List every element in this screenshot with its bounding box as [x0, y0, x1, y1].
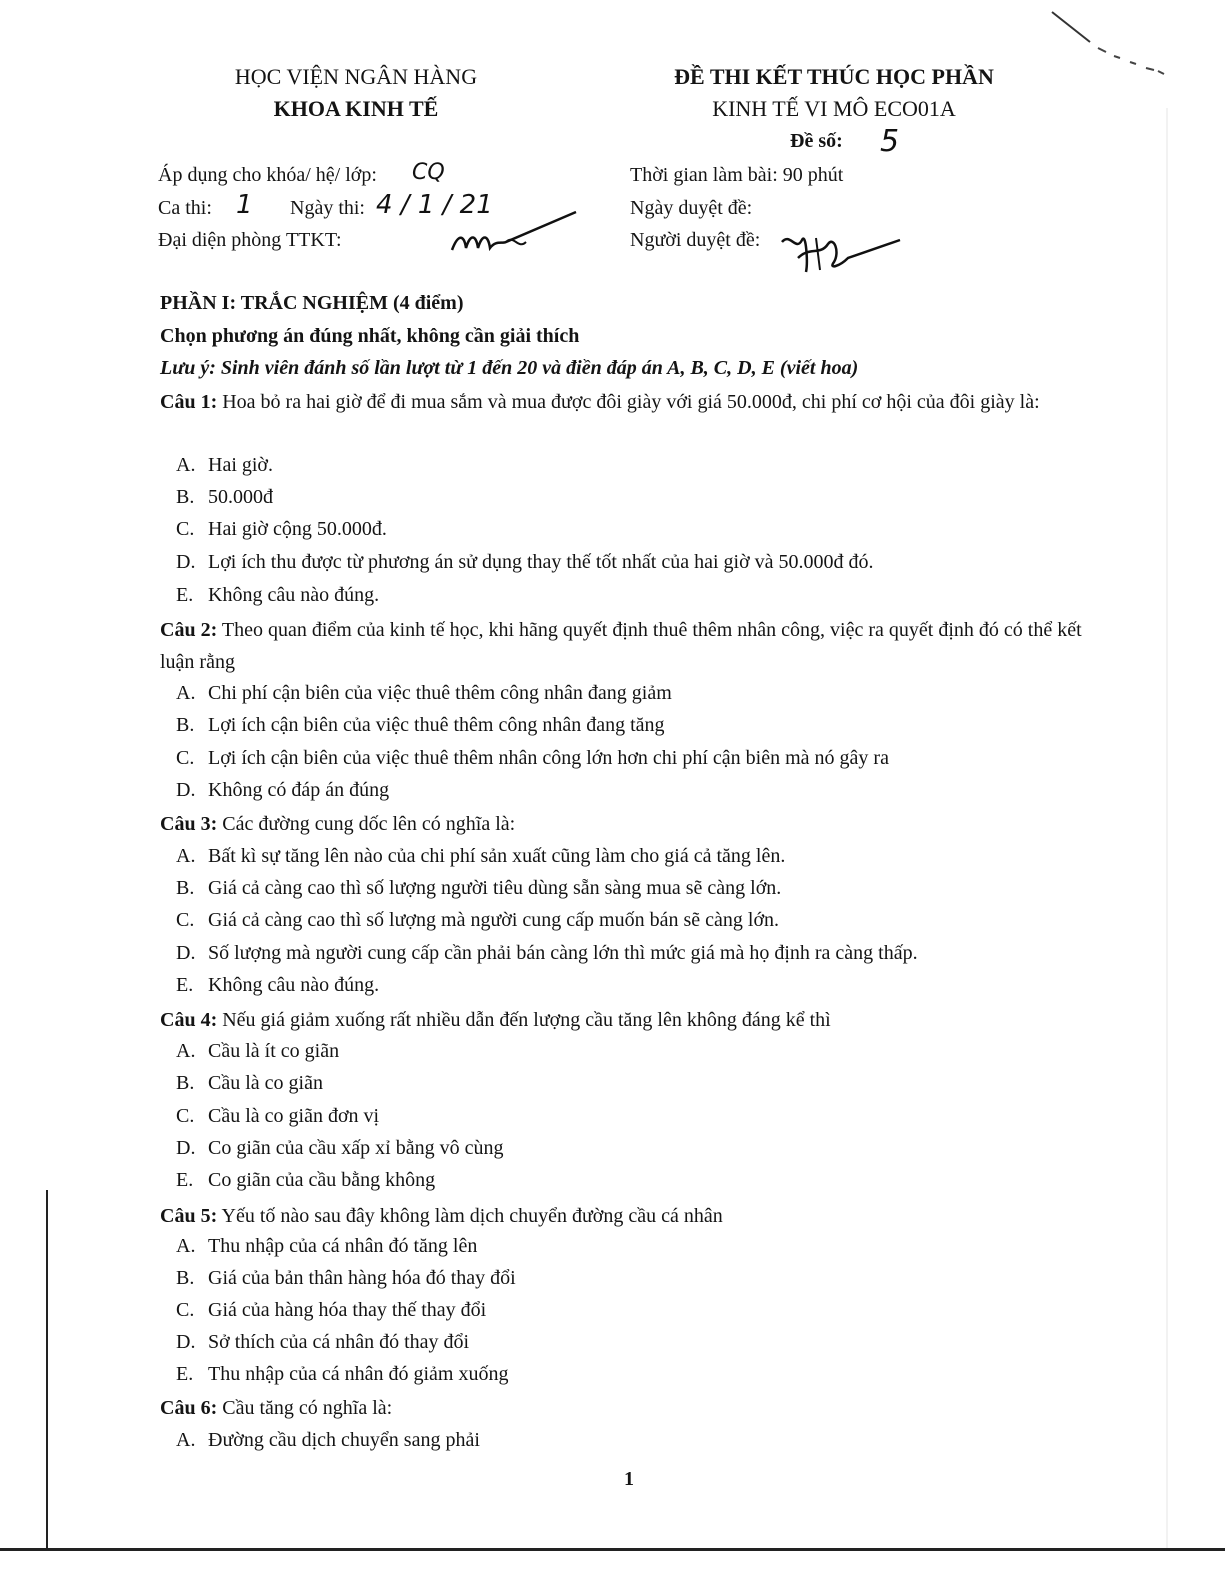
part1-note: Lưu ý: Sinh viên đánh số lần lượt từ 1 đến 20 và điền đáp án A, B, C, D, E (viết hoa)	[160, 357, 859, 379]
option-2b: B. Lợi ích cận biên của việc thuê thêm công nhân đang tăng	[176, 714, 665, 736]
option-1d: D. Lợi ích thu được từ phương án sử dụng thay thế tốt nhất của hai giờ và 50.000đ đó.	[176, 551, 874, 573]
session-label: Ca thi:	[158, 197, 212, 219]
option-1a: A. Hai giờ.	[176, 454, 274, 476]
option-4d: D. Co giãn của cầu xấp xỉ bằng vô cùng	[176, 1137, 504, 1159]
scan-edge-bottom	[0, 1548, 1225, 1551]
option-3d: D. Số lượng mà người cung cấp cần phải bán càng lớn thì mức giá mà họ định ra càng thấp.	[176, 942, 918, 964]
representative-label: Đại diện phòng TTKT:	[158, 229, 342, 251]
option-4c: C. Cầu là co giãn đơn vị	[176, 1105, 380, 1127]
question-3	[160, 808, 1100, 840]
option-3e: E. Không câu nào đúng.	[176, 974, 380, 996]
representative-signature	[448, 204, 588, 264]
option-2d: D. Không có đáp án đúng	[176, 779, 390, 801]
option-4e: E. Co giãn của cầu bằng không	[176, 1169, 436, 1191]
question-text: Cầu tăng có nghĩa là:	[222, 1397, 393, 1419]
option-5c: C. Giá của hàng hóa thay thế thay đổi	[176, 1299, 487, 1321]
date-value-handwritten: 4 / 1 / 21	[376, 190, 493, 220]
option-3c: C. Giá cả càng cao thì số lượng mà người cung cấp muốn bán sẽ càng lớn.	[176, 909, 780, 931]
page-number: 1	[624, 1468, 634, 1490]
option-4b: B. Cầu là co giãn	[176, 1072, 323, 1094]
question-label: Câu 3:	[160, 813, 218, 835]
scan-edge-left	[46, 1190, 48, 1550]
question-text: Hoa bỏ ra hai giờ để đi mua sắm và mua được đôi giày với giá 50.000đ, chi phí cơ hội của đôi giày là:	[222, 391, 1040, 413]
approve-date-label: Ngày duyệt đề:	[630, 197, 753, 219]
question-text: Nếu giá giảm xuống rất nhiều dẫn đến lượng cầu tăng lên không đáng kể thì	[222, 1009, 831, 1031]
question-4	[160, 1004, 1100, 1036]
apply-label: Áp dụng cho khóa/ hệ/ lớp:	[158, 164, 377, 186]
option-5b: B. Giá của bản thân hàng hóa đó thay đổi	[176, 1267, 516, 1289]
question-1	[160, 386, 1100, 418]
question-label: Câu 5:	[160, 1205, 218, 1227]
faculty-name: KHOA KINH TẾ	[273, 96, 439, 121]
approver-label: Người duyệt đề:	[630, 229, 761, 251]
scan-mark	[1050, 8, 1170, 78]
apply-value-handwritten: CQ	[412, 160, 445, 185]
exam-code-handwritten: 5	[880, 124, 900, 159]
question-text: Theo quan điểm của kinh tế học, khi hãng quyết định thuê thêm nhân công, việc ra quyết định đó có thể kết luận rằng	[160, 619, 1082, 673]
part1-title: PHẦN I: TRẮC NGHIỆM (4 điểm)	[160, 292, 464, 314]
option-3a: A. Bất kì sự tăng lên nào của chi phí sản xuất cũng làm cho giá cả tăng lên.	[176, 845, 786, 867]
exam-title: ĐỀ THI KẾT THÚC HỌC PHẦN	[674, 64, 994, 89]
exam-code-label: Đề số:	[790, 130, 843, 152]
question-text: Yếu tố nào sau đây không làm dịch chuyển đường cầu cá nhân	[221, 1205, 723, 1227]
option-1c: C. Hai giờ cộng 50.000đ.	[176, 518, 387, 540]
option-5e: E. Thu nhập của cá nhân đó giảm xuống	[176, 1363, 509, 1385]
course-title: KINH TẾ VI MÔ ECO01A	[712, 96, 956, 121]
date-label: Ngày thi:	[290, 197, 365, 219]
option-6a: A. Đường cầu dịch chuyển sang phải	[176, 1429, 480, 1451]
question-2	[160, 614, 1100, 678]
question-text: Các đường cung dốc lên có nghĩa là:	[222, 813, 516, 835]
question-label: Câu 2:	[160, 619, 218, 641]
session-value-handwritten: 1	[236, 190, 253, 220]
question-6	[160, 1392, 1100, 1424]
approver-signature	[776, 222, 906, 278]
scan-shadow	[1166, 108, 1168, 1548]
option-2c: C. Lợi ích cận biên của việc thuê thêm nhân công lớn hơn chi phí cận biên mà nó gây ra	[176, 747, 889, 769]
option-2a: A. Chi phí cận biên của việc thuê thêm công nhân đang giảm	[176, 682, 672, 704]
option-5d: D. Sở thích của cá nhân đó thay đổi	[176, 1331, 470, 1353]
question-label: Câu 1:	[160, 391, 218, 413]
part1-instruction: Chọn phương án đúng nhất, không cần giải thích	[160, 325, 580, 347]
institution-name: HỌC VIỆN NGÂN HÀNG	[234, 64, 478, 89]
question-5	[160, 1200, 1100, 1232]
option-4a: A. Cầu là ít co giãn	[176, 1040, 340, 1062]
question-label: Câu 4:	[160, 1009, 218, 1031]
option-5a: A. Thu nhập của cá nhân đó tăng lên	[176, 1235, 478, 1257]
option-1e: E. Không câu nào đúng.	[176, 584, 380, 606]
question-label: Câu 6:	[160, 1397, 218, 1419]
option-3b: B. Giá cả càng cao thì số lượng người tiêu dùng sẵn sàng mua sẽ càng lớn.	[176, 877, 782, 899]
option-1b: B. 50.000đ	[176, 486, 273, 508]
duration: Thời gian làm bài: 90 phút	[630, 164, 844, 186]
